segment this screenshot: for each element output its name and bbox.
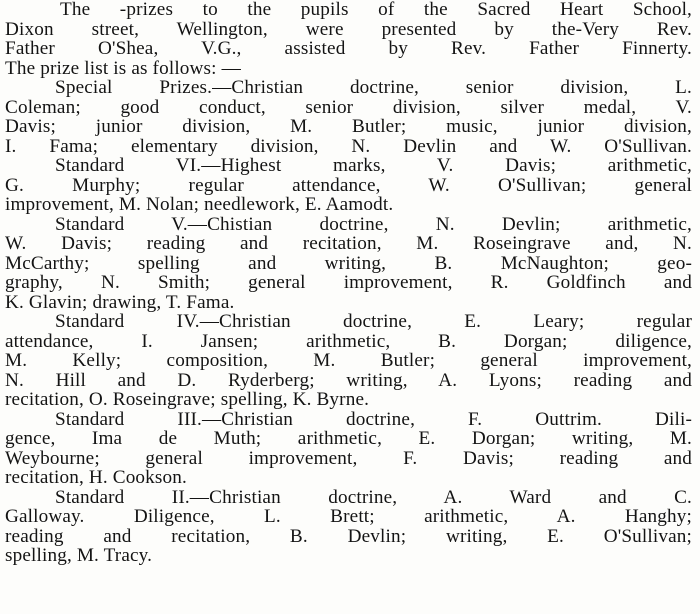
text-line: I. Fama; elementary division, N. Devlin and W. O'Sullivan.	[5, 135, 692, 157]
text-line: gence, Ima de Muth; arithmetic, E. Dorgan; writing, M.	[5, 428, 692, 449]
text-line: Standard VI.—Highest marks, V. Davis; arithmetic,	[55, 155, 692, 176]
text-line: The -prizes to the pupils of the Sacred Heart School,	[60, 0, 692, 20]
text-line: improvement, M. Nolan; needlework, E. Aamodt.	[5, 194, 394, 215]
text-line: attendance, I. Jansen; arithmetic, B. Dorgan; diligence,	[5, 330, 692, 352]
standard-iii-paragraph	[5, 410, 692, 488]
text-line: recitation, O. Roseingrave; spelling, K. Byrne.	[5, 389, 370, 410]
standard-v-paragraph	[5, 215, 692, 313]
text-line: Standard IV.—Christian doctrine, E. Leary; regular	[55, 311, 692, 332]
text-line: Davis; junior division, M. Butler; music, junior division,	[5, 116, 692, 137]
text-line: W. Davis; reading and recitation, M. Roseingrave and, N.	[5, 233, 692, 254]
text-line: M. Kelly; composition, M. Butler; general improvement,	[5, 350, 692, 371]
intro-paragraph	[5, 0, 692, 78]
text-line: Standard II.—Christian doctrine, A. Ward and C.	[55, 486, 692, 508]
text-line: N. Hill and D. Ryderberg; writing, A. Lyons; reading and	[5, 369, 692, 391]
text-line: graphy, N. Smith; general improvement, R. Goldfinch and	[5, 272, 692, 293]
text-line: spelling, M. Tracy.	[5, 545, 153, 566]
text-line: Coleman; good conduct, senior division, silver medal, V.	[5, 96, 692, 118]
text-line: K. Glavin; drawing, T. Fama.	[5, 291, 235, 313]
text-line: Galloway. Diligence, L. Brett; arithmetic, A. Hanghy;	[5, 506, 692, 527]
text-line: The prize list is as follows: —	[5, 57, 241, 79]
text-line: McCarthy; spelling and writing, B. McNaughton; geo-	[5, 252, 692, 274]
text-line: recitation, H. Cookson.	[5, 467, 187, 488]
text-line: Father O'Shea, V.G., assisted by Rev. Father Finnerty.	[5, 38, 692, 59]
text-line: reading and recitation, B. Devlin; writing, E. O'Sullivan;	[5, 525, 692, 547]
standard-iv-paragraph	[5, 312, 692, 410]
text-line: Standard III.—Christian doctrine, F. Outtrim. Dili-	[55, 408, 692, 430]
text-line: G. Murphy; regular attendance, W. O'Sullivan; general	[5, 174, 692, 196]
text-line: Special Prizes.—Christian doctrine, senior division, L.	[55, 77, 692, 98]
standard-vi-paragraph	[5, 156, 692, 215]
text-line: Dixon street, Wellington, were presented by the-Very Rev.	[5, 18, 692, 40]
text-line: Weybourne; general improvement, F. Davis; reading and	[5, 447, 692, 469]
standard-ii-paragraph	[5, 488, 692, 566]
text-line: Standard V.—Chistian doctrine, N. Devlin; arithmetic,	[55, 213, 692, 235]
special-prizes-paragraph	[5, 78, 692, 156]
